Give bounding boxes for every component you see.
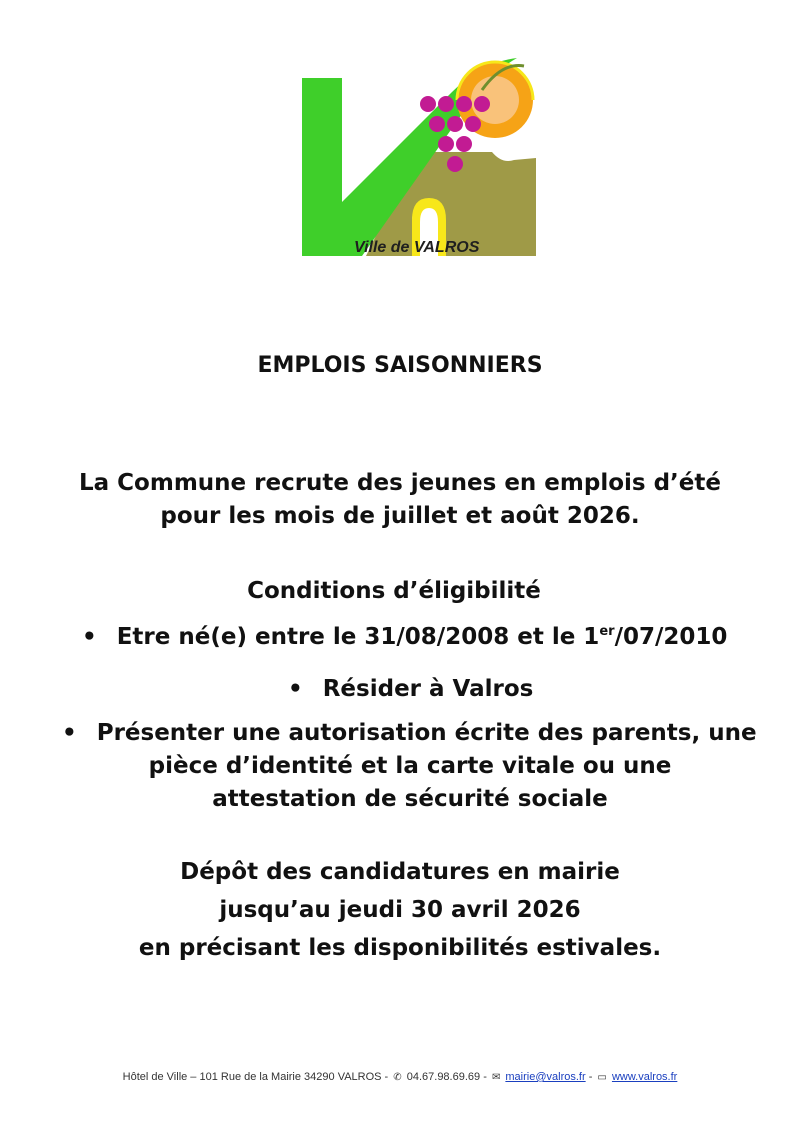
phone-icon: ✆ [393, 1072, 402, 1083]
deposit-line-2: jusqu’au jeudi 30 avril 2026 [219, 897, 581, 923]
page-title: EMPLOIS SAISONNIERS [257, 353, 543, 378]
condition-2-text: Résider à Valros [322, 676, 534, 702]
deposit-line-3: en précisant les disponibilités estivales. [138, 935, 662, 961]
envelope-icon: ✉ [491, 1072, 501, 1083]
intro-line-1: La Commune recrute des jeunes en emplois d’été [78, 470, 721, 496]
condition-item [288, 676, 533, 702]
condition-1-text: Etre né(e) entre le 31/08/2008 et le 1er/07/2010 [116, 624, 728, 650]
computer-icon: ▭ [597, 1072, 607, 1083]
footer-address: Hôtel de Ville – 101 Rue de la Mairie 34290 VALROS - [122, 1071, 392, 1083]
footer: Hôtel de Ville – 101 Rue de la Mairie 34290 VALROS - ✆ 04.67.98.69.69 - ✉ mairie@valros.fr - ▭ www.valros.fr [122, 1071, 678, 1083]
footer-website-link[interactable]: www.valros.fr [611, 1071, 678, 1083]
valros-logo [302, 52, 540, 258]
condition-3-line-1: Présenter une autorisation écrite des parents, une [96, 720, 757, 746]
footer-email-link[interactable]: mairie@valros.fr [505, 1071, 586, 1083]
footer-phone: 04.67.98.69.69 [406, 1071, 481, 1083]
bullet-marker: • [82, 624, 97, 650]
conditions-heading: Conditions d’éligibilité [247, 578, 541, 604]
condition-3-line-3: attestation de sécurité sociale [212, 786, 608, 812]
deposit-line-1: Dépôt des candidatures en mairie [180, 859, 620, 885]
condition-item [62, 720, 757, 746]
condition-3-line-2: pièce d’identité et la carte vitale ou une [148, 753, 672, 779]
logo-caption: Ville de VALROS [354, 239, 480, 256]
condition-item [82, 624, 727, 650]
intro-line-2: pour les mois de juillet et août 2026. [160, 503, 640, 529]
bullet-marker: • [62, 720, 77, 746]
bullet-marker: • [288, 676, 303, 702]
